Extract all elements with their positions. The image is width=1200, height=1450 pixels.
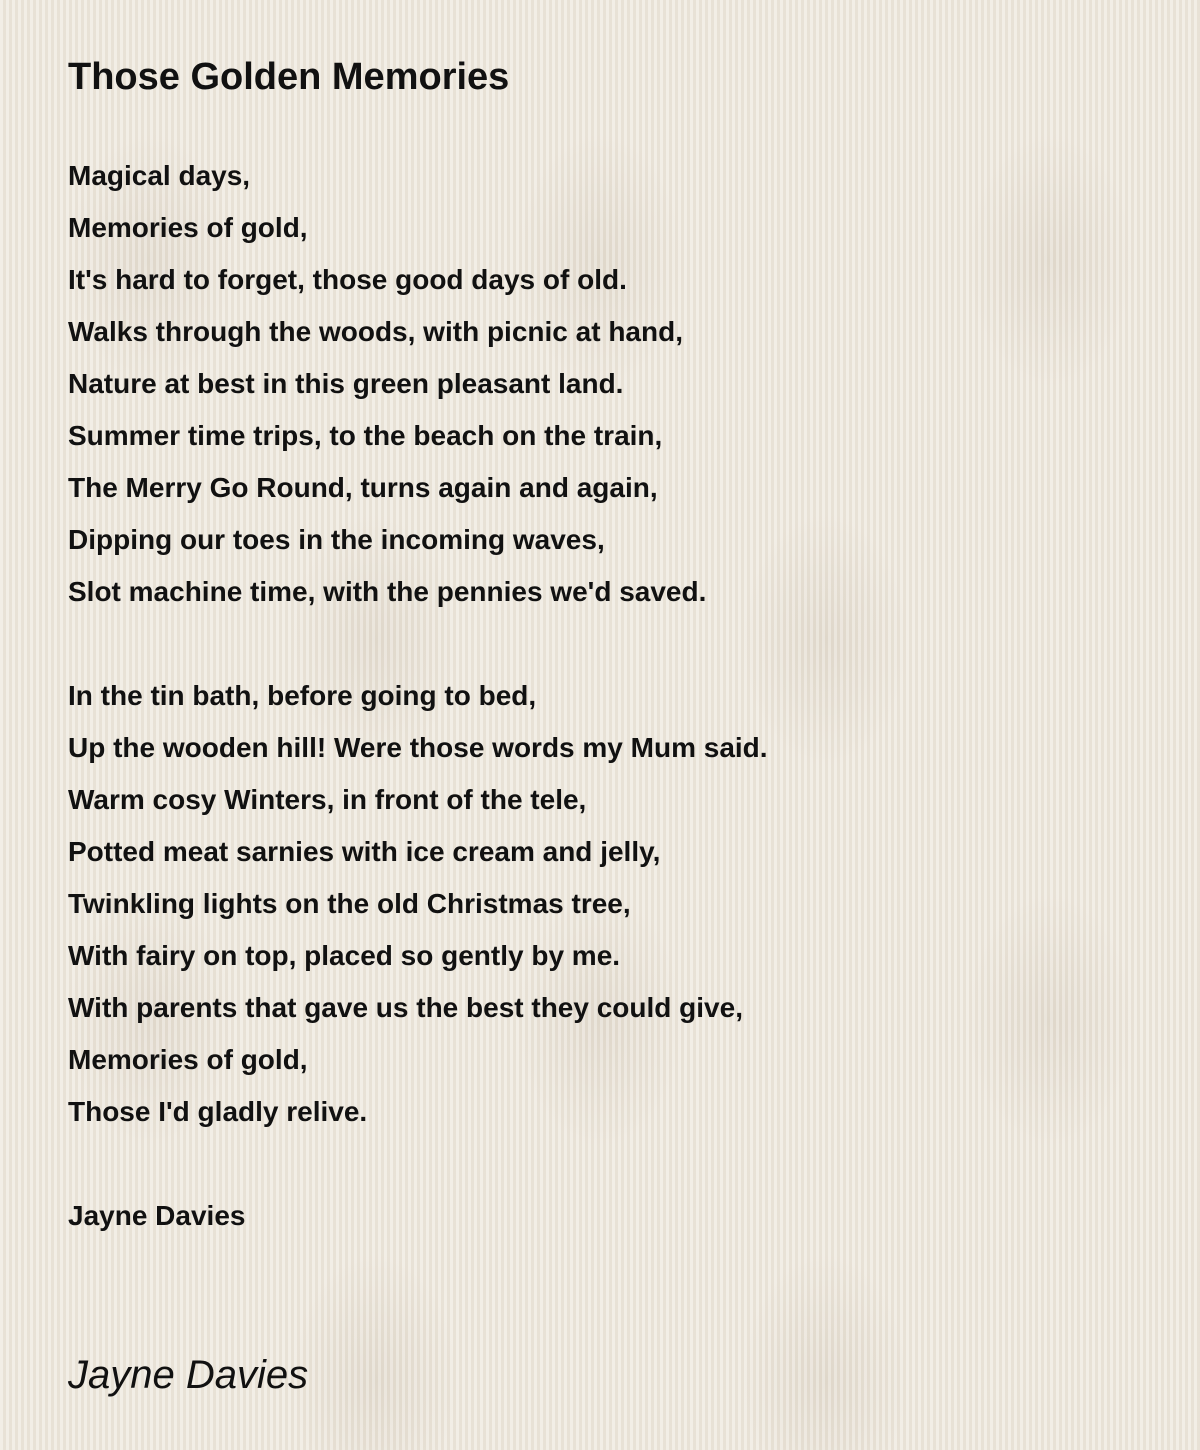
poem-line: Nature at best in this green pleasant land. <box>68 368 624 399</box>
poem-line: Twinkling lights on the old Christmas tree, <box>68 888 631 919</box>
poem-line: Magical days, <box>68 160 251 191</box>
poem-line: Potted meat sarnies with ice cream and jelly, <box>68 836 661 867</box>
poem-line: The Merry Go Round, turns again and again, <box>68 472 658 503</box>
poem-line: In the tin bath, before going to bed, <box>68 680 537 711</box>
poem-line: Dipping our toes in the incoming waves, <box>68 524 605 555</box>
poem-body <box>68 150 768 1242</box>
poem-author: Jayne Davies <box>68 1200 246 1231</box>
poem-line: It's hard to forget, those good days of old. <box>68 264 627 295</box>
poem-line: Summer time trips, to the beach on the train, <box>68 420 663 451</box>
poem-title: Those Golden Memories <box>68 56 510 98</box>
author-signature: Jayne Davies <box>68 1353 309 1397</box>
poem-line: Slot machine time, with the pennies we'd saved. <box>68 576 707 607</box>
poem-line: Memories of gold, <box>68 1044 308 1075</box>
poem-line: With parents that gave us the best they could give, <box>68 992 743 1023</box>
stanza-2 <box>68 670 768 1138</box>
poem-line: Walks through the woods, with picnic at hand, <box>68 316 683 347</box>
stanza-1 <box>68 150 768 618</box>
poem-line: Those I'd gladly relive. <box>68 1096 368 1127</box>
poem-line: Up the wooden hill! Were those words my Mum said. <box>68 732 768 763</box>
poem-line: Warm cosy Winters, in front of the tele, <box>68 784 587 815</box>
poem-line: With fairy on top, placed so gently by me. <box>68 940 621 971</box>
poem-line: Memories of gold, <box>68 212 308 243</box>
